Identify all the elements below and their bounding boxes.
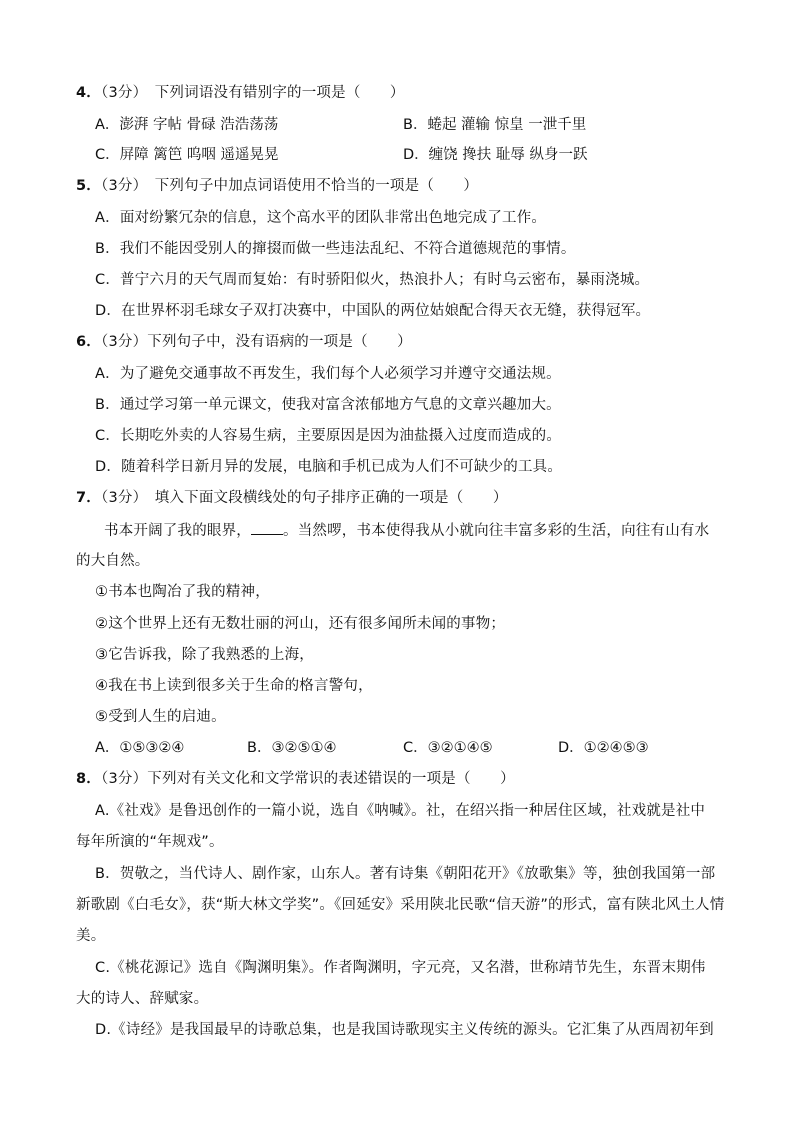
q6-option-c[interactable]: C．长期吃外卖的人容易生病，主要原因是因为油盐摄入过度而造成的。 — [95, 428, 562, 444]
q5-option-d[interactable]: D．在世界杯羽毛球女子双打决赛中，中国队的两位姑娘配合得天衣无缝，获得冠军。 — [95, 303, 651, 319]
q4-option-b[interactable]: B．蜷起 灌输 惊皇 一泄千里 — [403, 117, 587, 133]
q4-option-d[interactable]: D．缠饶 搀扶 耻辱 纵身一跃 — [403, 147, 588, 163]
q8-option-b-cont: 新歌剧《白毛女》，获“斯大林文学奖”。《回延安》采用陕北民歌“信天游”的形式，富有陕北风土人情 — [76, 897, 725, 913]
q5-stem-text: （3分） 下列句子中加点词语使用不恰当的一项是（ ） — [101, 178, 479, 194]
q7-sentence-1: ①书本也陶冶了我的精神， — [95, 584, 270, 600]
q6-stem-text: （3分）下列句子中，没有语病的一项是（ ） — [101, 334, 412, 350]
q8-option-c-cont: 大的诗人、辞赋家。 — [76, 991, 209, 1007]
q7-stem — [76, 488, 508, 508]
q4-number: 4． — [76, 85, 101, 101]
q8-stem — [76, 769, 515, 789]
q6-option-a[interactable]: A．为了避免交通事故不再发生，我们每个人必须学习并遵守交通法规。 — [95, 366, 561, 382]
q5-stem — [76, 176, 478, 196]
q5-option-a[interactable]: A．面对纷繁冗杂的信息，这个高水平的团队非常出色地完成了工作。 — [95, 210, 547, 226]
q8-option-b-cont2: 美。 — [76, 928, 106, 944]
q6-number: 6． — [76, 334, 101, 350]
q6-option-b[interactable]: B．通过学习第一单元课文，使我对富含浓郁地方气息的文章兴趣加大。 — [95, 397, 561, 413]
q8-option-c[interactable]: C.《桃花源记》选自《陶渊明集》。作者陶渊明，字元亮，又名潜，世称靖节先生，东晋末期伟 — [95, 960, 706, 976]
q7-option-a[interactable]: A．①⑤③②④ — [95, 740, 185, 756]
q7-stem-text: （3分） 填入下面文段横线处的句子排序正确的一项是（ ） — [101, 490, 508, 506]
q7-option-d[interactable]: D．①②④⑤③ — [558, 740, 649, 756]
q7-option-c[interactable]: C．③②①④⑤ — [403, 740, 493, 756]
q7-number: 7． — [76, 490, 101, 506]
q8-option-a[interactable]: A.《社戏》是鲁迅创作的一篇小说，选自《呐喊》。社，在绍兴指一种居住区域，社戏就是社中 — [95, 803, 706, 819]
q7-passage-after: 。当然啰，书本使得我从小就向往丰富多彩的生活，向往有山有水 — [283, 523, 710, 539]
q5-option-b[interactable]: B．我们不能因受别人的撺掇而做一些违法乱纪、不符合道德规范的事情。 — [95, 241, 576, 257]
q8-option-b[interactable]: B．贺敬之，当代诗人、剧作家，山东人。著有诗集《朝阳花开》《放歌集》等，独创我国第一部 — [95, 866, 716, 882]
q8-stem-text: （3分）下列对有关文化和文学常识的表述错误的一项是（ ） — [101, 771, 515, 787]
q6-option-d[interactable]: D．随着科学日新月异的发展，电脑和手机已成为人们不可缺少的工具。 — [95, 459, 563, 475]
q7-passage-line1 — [104, 520, 709, 541]
q7-blank — [251, 520, 283, 535]
q7-sentence-4: ④我在书上读到很多关于生命的格言警句， — [95, 678, 373, 694]
q4-stem — [76, 83, 405, 103]
q4-option-a[interactable]: A．澎湃 字帖 骨碌 浩浩荡荡 — [95, 117, 279, 133]
q5-option-c[interactable]: C．普宁六月的天气周而复始：有时骄阳似火，热浪扑人；有时乌云密布，暴雨浇城。 — [95, 272, 650, 288]
q8-option-a-cont: 每年所演的“年规戏”。 — [76, 834, 224, 850]
q7-option-b[interactable]: B．③②⑤①④ — [247, 740, 337, 756]
q8-number: 8． — [76, 771, 101, 787]
q5-number: 5． — [76, 178, 101, 194]
q7-sentence-3: ③它告诉我，除了我熟悉的上海， — [95, 647, 314, 663]
q4-stem-text: （3分） 下列词语没有错别字的一项是（ ） — [101, 85, 405, 101]
q7-sentence-2: ②这个世界上还有无数壮丽的河山，还有很多闻所未闻的事物； — [95, 616, 506, 632]
q7-passage-line2: 的大自然。 — [76, 553, 150, 569]
q7-sentence-5: ⑤受到人生的启迪。 — [95, 709, 226, 725]
q7-passage-before: 书本开阔了我的眼界， — [104, 523, 251, 539]
q6-stem — [76, 332, 412, 352]
q8-option-d[interactable]: D.《诗经》是我国最早的诗歌总集，也是我国诗歌现实主义传统的源头。它汇集了从西周初年到 — [95, 1022, 714, 1038]
q4-option-c[interactable]: C．屏障 篱笆 呜咽 遥遥晃晃 — [95, 147, 279, 163]
